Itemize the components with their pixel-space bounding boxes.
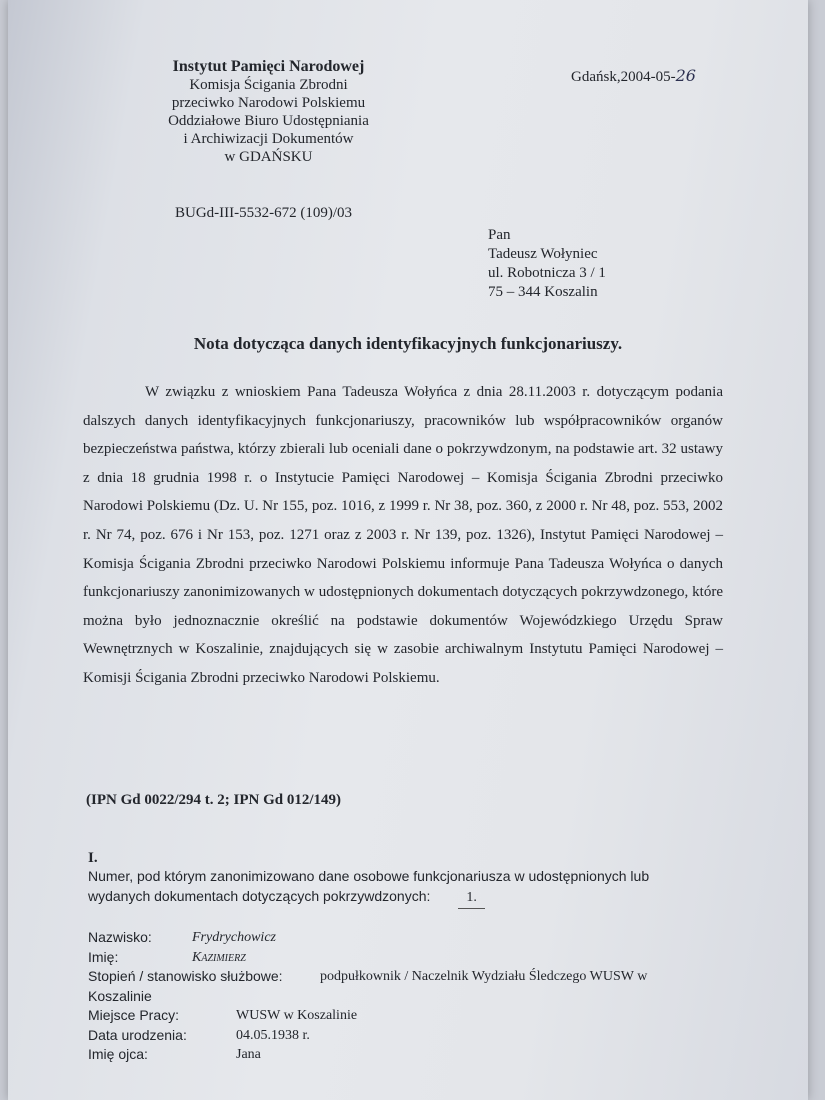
addressee-line: Pan xyxy=(488,227,511,243)
officer-fields xyxy=(88,928,648,1065)
letterhead xyxy=(146,58,391,166)
numer-value: 1. xyxy=(458,888,485,909)
letterhead-line: w GDAŃSKU xyxy=(224,149,313,165)
date-handwritten-day: 26 xyxy=(675,66,696,85)
field-value-first-name: Kazimierz xyxy=(192,949,246,965)
numer-line: wydanych dokumentach dotyczących pokrzywdzonych: xyxy=(88,888,431,904)
document-title: Nota dotycząca danych identyfikacyjnych funkcjonariuszy. xyxy=(193,334,623,353)
field-value-birth-date: 04.05.1938 r. xyxy=(236,1027,310,1043)
addressee-block xyxy=(488,226,606,302)
field-value-surname: Frydrychowicz xyxy=(192,930,276,945)
letterhead-line: i Archiwizacji Dokumentów xyxy=(183,131,354,147)
date-printed: Gdańsk,2004-05- xyxy=(571,69,676,85)
field-value-father-name: Jana xyxy=(236,1047,261,1062)
section-number: I. xyxy=(88,850,98,866)
document-page xyxy=(8,0,808,1100)
institution-name: Instytut Pamięci Narodowej xyxy=(172,58,365,75)
letterhead-line: Komisja Ścigania Zbrodni xyxy=(189,77,348,93)
numer-line: Numer, pod którym zanonimizowano dane osobowe funkcjonariusza w udostępnionych lub xyxy=(88,868,650,884)
field-label-rank: Stopień / stanowisko służbowe: xyxy=(88,968,283,984)
body-paragraph: W związku z wnioskiem Pana Tadeusza Wołyńca z dnia 28.11.2003 r. dotyczącym podania dalszych danych identyfikacyjnych funkcjonariuszy, pracowników lub współpracowników organów bezpieczeństwa państwa, którzy zbierali lub oceniali dane o pokrzywdzonym, na podstawie art. 32 ustawy z dnia 18 grudnia 1998 r. o Instytucie Pamięci Narodowej – Komisja Ścigania Zbrodni przeciwko Narodowi Polskiemu (Dz. U. Nr 155, poz. 1016, z 1999 r. Nr 38, poz. 360, z 2000 r. Nr 48, poz. 553, 2002 r. Nr 74, poz. 676 i Nr 153, poz. 1271 oraz z 2003 r. Nr 139, poz. 1326), Instytut Pamięci Narodowej – Komisja Ścigania Zbrodni przeciwko Narodowi Polskiemu informuje Pana Tadeusza Wołyńca o danych funkcjonariuszy zanonimizowanych w udostępnionych dokumentach dotyczących pokrzywdzonego, które można było jednoznacznie określić na podstawie dokumentów Wojewódzkiego Urzędu Spraw Wewnętrznych w Koszalinie, znajdujących się w zasobie archiwalnym Instytutu Pamięci Narodowej – Komisji Ścigania Zbrodni przeciwko Narodowi Polskiemu. xyxy=(83,384,723,686)
field-value-workplace: WUSW w Koszalinie xyxy=(236,1008,358,1023)
field-label-surname: Nazwisko: xyxy=(88,929,152,945)
reference-number: BUGd-III-5532-672 (109)/03 xyxy=(175,205,353,221)
addressee-line: 75 – 344 Koszalin xyxy=(488,284,598,300)
field-label-workplace: Miejsce Pracy: xyxy=(88,1007,180,1023)
addressee-line: Tadeusz Wołyniec xyxy=(488,246,598,262)
archive-signature: (IPN Gd 0022/294 t. 2; IPN Gd 012/149) xyxy=(86,792,341,808)
field-label-first-name: Imię: xyxy=(88,948,119,965)
addressee-line: ul. Robotnicza 3 / 1 xyxy=(488,265,606,281)
field-label-father-name: Imię ojca: xyxy=(88,1046,148,1062)
letterhead-line: Oddziałowe Biuro Udostępniania xyxy=(168,113,369,129)
field-value-rank-continued: Koszalinie xyxy=(88,987,152,1004)
letterhead-line: przeciwko Narodowi Polskiemu xyxy=(171,95,366,111)
document-date xyxy=(571,66,696,86)
field-value-rank: podpułkownik / Naczelnik Wydziału Śledczego WUSW w xyxy=(320,969,648,984)
field-label-birth-date: Data urodzenia: xyxy=(88,1026,187,1043)
anonymization-number-text xyxy=(88,866,649,909)
